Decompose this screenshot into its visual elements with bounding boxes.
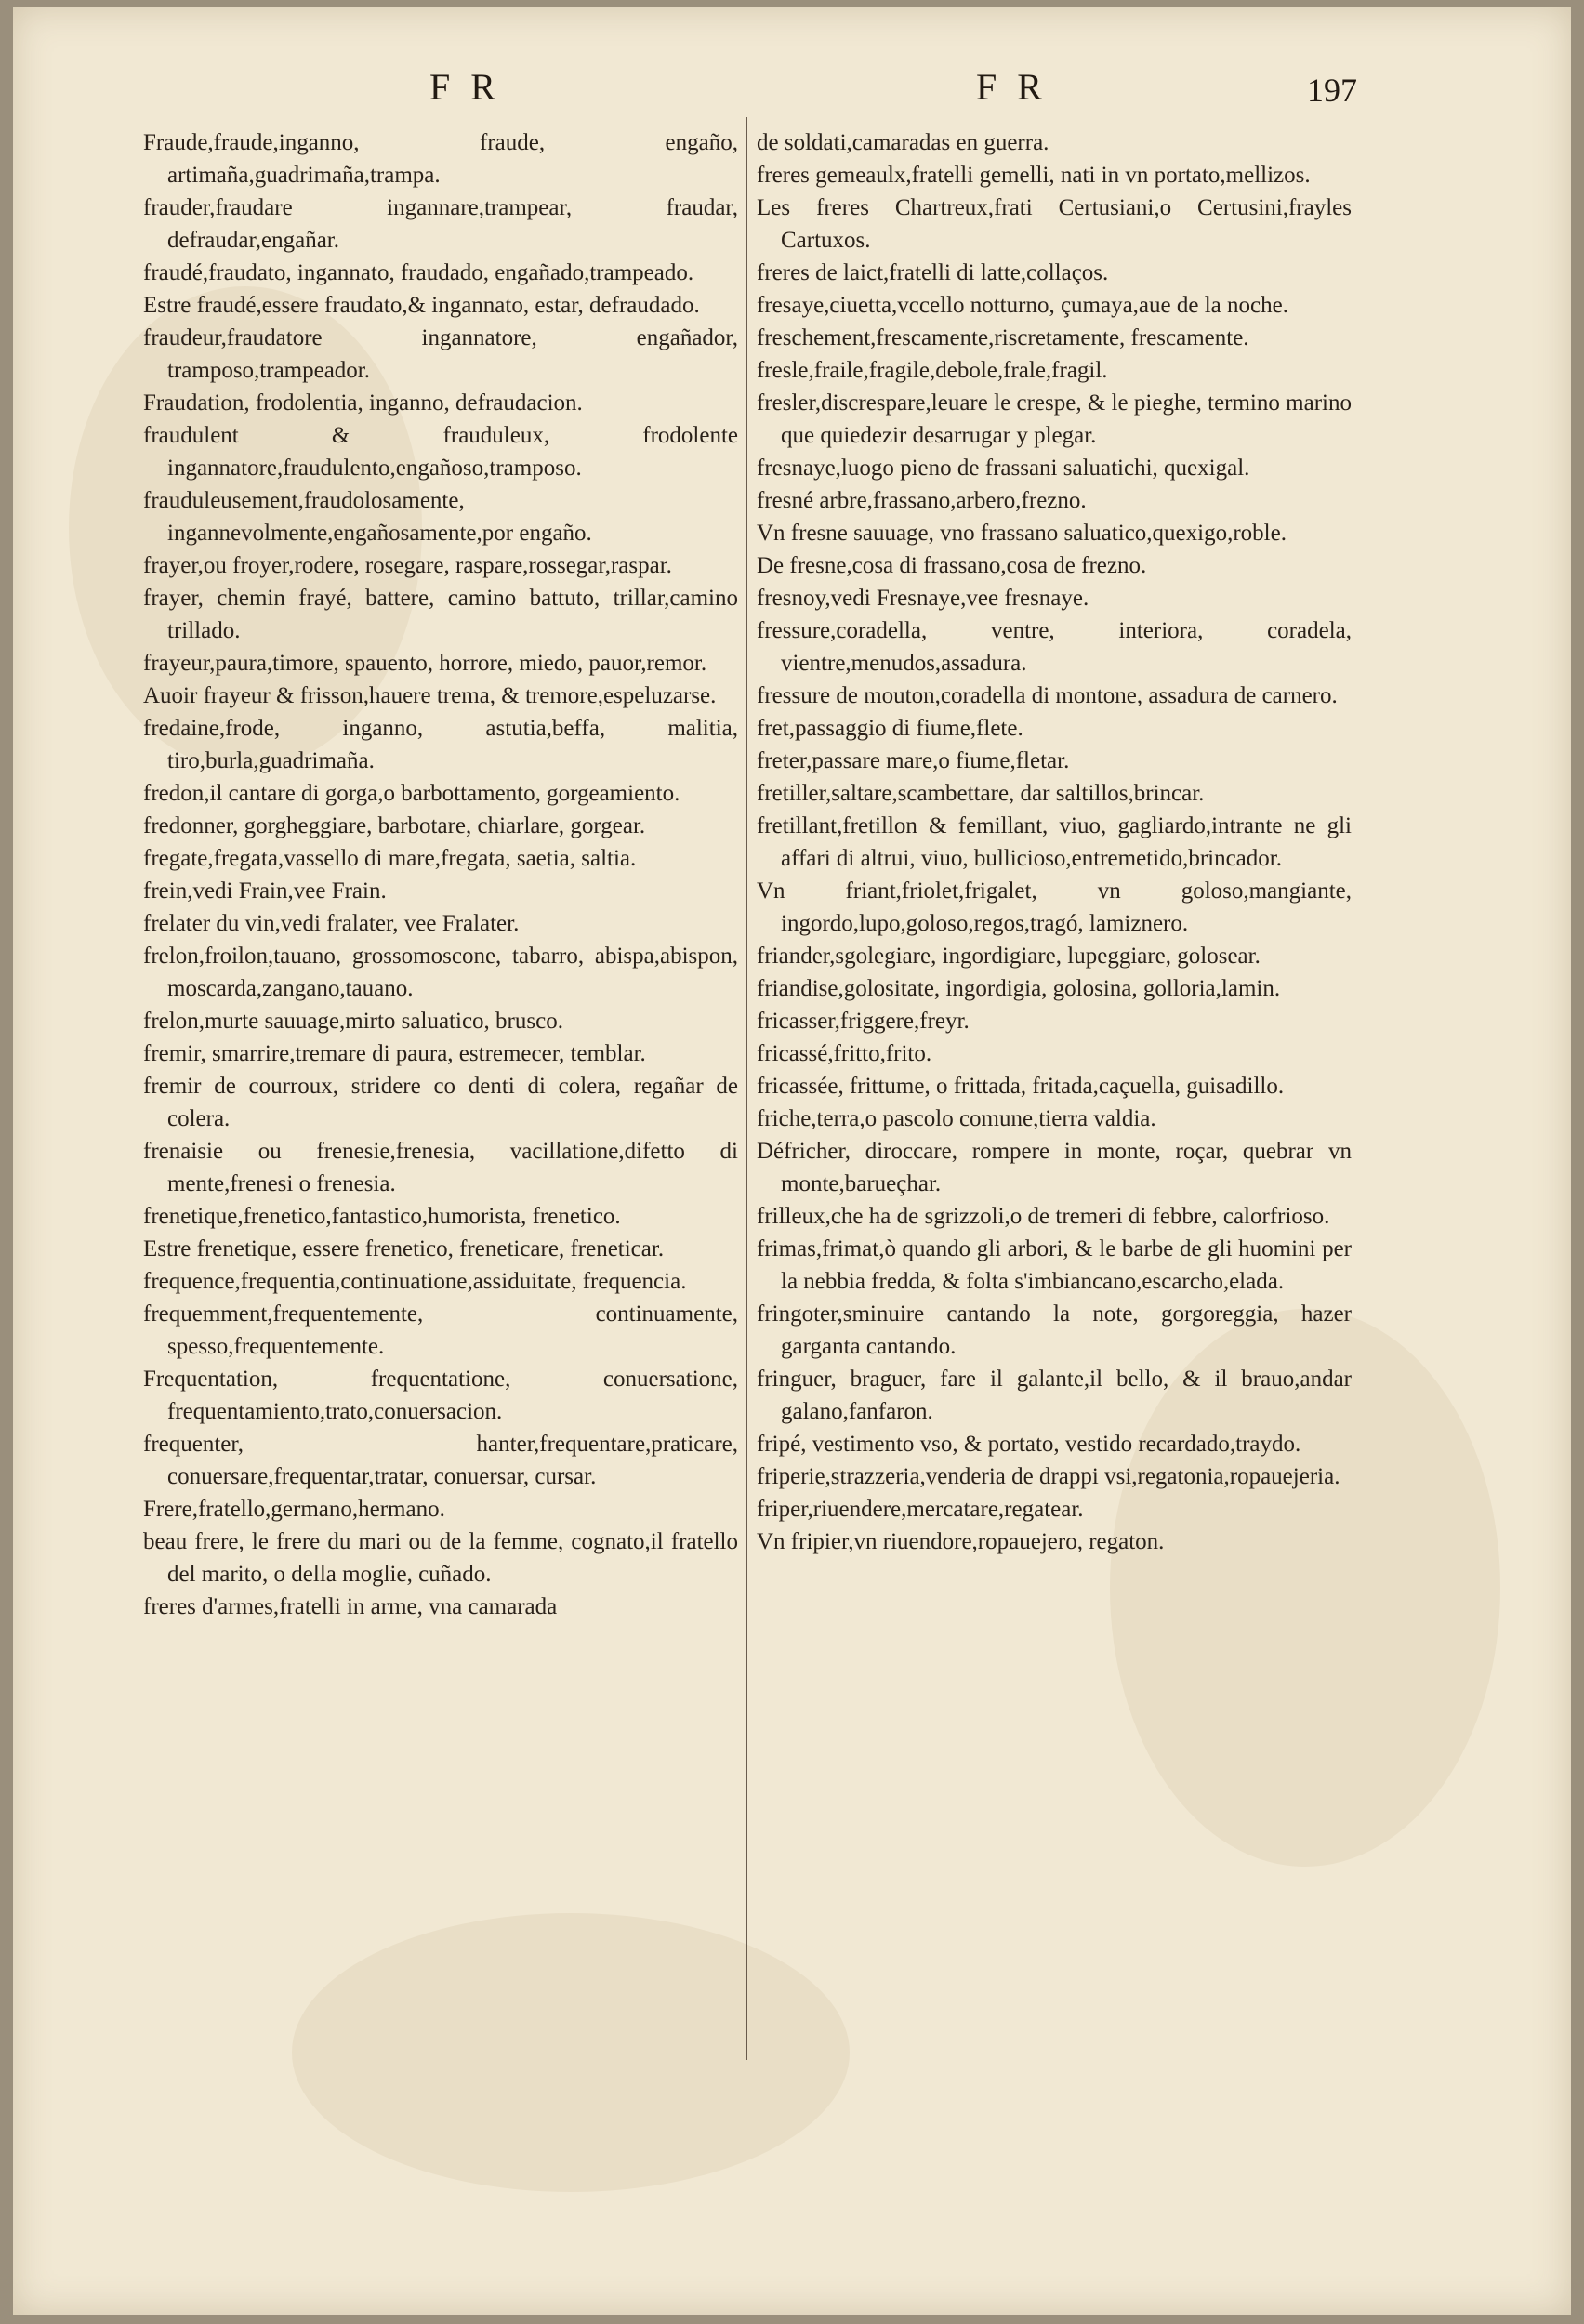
dictionary-entry: frein,vedi Frain,vee Frain.: [143, 878, 387, 904]
dictionary-entry: frenaisie ou frenesie,frenesia, vacillatione,difetto di mente,frenesi o frenesia.: [143, 1139, 738, 1196]
dictionary-entry: fremir de courroux, stridere co denti di colera, regañar de colera.: [143, 1074, 738, 1131]
column-divider: [746, 117, 747, 2060]
dictionary-entry: fraudé,fraudato, ingannato, fraudado, engañado,trampeado.: [143, 260, 694, 285]
dictionary-page: [13, 7, 1571, 2315]
dictionary-entry: Vn fresne sauuage, vno frassano saluatico,quexigo,roble.: [757, 521, 1287, 546]
dictionary-entry: frequemment,frequentemente, continuamente, spesso,frequentemente.: [143, 1301, 738, 1359]
dictionary-entry: fringoter,sminuire cantando la note, gorgoreggia, hazer garganta cantando.: [757, 1301, 1352, 1359]
dictionary-entry: fretiller,saltare,scambettare, dar saltillos,brincar.: [757, 781, 1205, 806]
dictionary-entry: Les freres Chartreux,frati Certusiani,o Certusini,frayles Cartuxos.: [757, 195, 1352, 253]
left-guide-word: F R: [429, 66, 501, 108]
dictionary-entry: fripé, vestimento vso, & portato, vestido recardado,traydo.: [757, 1432, 1301, 1457]
dictionary-entry: fremir, smarrire,tremare di paura, estremecer, temblar.: [143, 1041, 646, 1066]
dictionary-entry: fringuer, braguer, fare il galante,il bello, & il brauo,andar galano,fanfaron.: [757, 1367, 1352, 1424]
dictionary-entry: friper,riuendere,mercatare,regatear.: [757, 1497, 1084, 1522]
left-column: [143, 126, 738, 1623]
dictionary-entry: fressure de mouton,coradella di montone, assadura de carnero.: [757, 683, 1338, 708]
dictionary-entry: freres gemeaulx,fratelli gemelli, nati in vn portato,mellizos.: [757, 163, 1311, 188]
dictionary-entry: friperie,strazzeria,venderia de drappi vsi,regatonia,ropauejeria.: [757, 1464, 1340, 1489]
dictionary-entry: frequenter, hanter,frequentare,praticare, conuersare,frequentar,tratar, conuersar, cursar.: [143, 1432, 738, 1489]
dictionary-entry: fresnaye,luogo pieno de frassani saluatichi, quexigal.: [757, 456, 1250, 481]
dictionary-entry: frelater du vin,vedi fralater, vee Fralater.: [143, 911, 520, 936]
dictionary-entry: fraudeur,fraudatore ingannatore, engañador, tramposo,trampeador.: [143, 325, 738, 383]
dictionary-entry: frenetique,frenetico,fantastico,humorista, frenetico.: [143, 1204, 621, 1229]
dictionary-entry: fresné arbre,frassano,arbero,frezno.: [757, 488, 1087, 513]
dictionary-entry: fresaye,ciuetta,vccello notturno, çumaya,aue de la noche.: [757, 293, 1288, 318]
dictionary-entry: frayer, chemin frayé, battere, camino battuto, trillar,camino trillado.: [143, 586, 738, 643]
dictionary-entry: frauder,fraudare ingannare,trampear, fraudar, defraudar,engañar.: [143, 195, 738, 253]
paper-stain: [292, 1913, 850, 2192]
dictionary-entry: fresle,fraile,fragile,debole,frale,fragil.: [757, 358, 1108, 383]
dictionary-entry: fretillant,fretillon & femillant, viuo, gagliardo,intrante ne gli affari di altrui, viuo, bullicioso,entremetido,brincador.: [757, 813, 1352, 871]
dictionary-entry: Frere,fratello,germano,hermano.: [143, 1497, 445, 1522]
dictionary-entry: fricassé,fritto,frito.: [757, 1041, 932, 1066]
dictionary-entry: fraudulent & frauduleux, frodolente ingannatore,fraudulento,engañoso,tramposo.: [143, 423, 738, 481]
dictionary-entry: freres de laict,fratelli di latte,collaços.: [757, 260, 1109, 285]
dictionary-entry: frayer,ou froyer,rodere, rosegare, raspare,rossegar,raspar.: [143, 553, 672, 578]
dictionary-entry: Estre frenetique, essere frenetico, freneticare, freneticar.: [143, 1236, 665, 1261]
dictionary-entry: frelon,froilon,tauano, grossomoscone, tabarro, abispa,abispon, moscarda,zangano,tauano.: [143, 944, 738, 1001]
dictionary-entry: fredaine,frode, inganno, astutia,beffa, malitia, tiro,burla,guadrimaña.: [143, 716, 738, 773]
dictionary-entry: Vn fripier,vn riuendore,ropauejero, regaton.: [757, 1529, 1165, 1554]
dictionary-entry: fredonner, gorgheggiare, barbotare, chiarlare, gorgear.: [143, 813, 646, 838]
dictionary-entry: frequence,frequentia,continuatione,assiduitate, frequencia.: [143, 1269, 687, 1294]
dictionary-entry: de soldati,camaradas en guerra.: [757, 130, 1049, 155]
page-number: 197: [1307, 72, 1357, 109]
dictionary-entry: freter,passare mare,o fiume,fletar.: [757, 748, 1070, 773]
dictionary-entry: frelon,murte sauuage,mirto saluatico, brusco.: [143, 1009, 563, 1034]
dictionary-entry: fret,passaggio di fiume,flete.: [757, 716, 1023, 741]
dictionary-entry: friandise,golositate, ingordigia, golosina, golloria,lamin.: [757, 976, 1281, 1001]
dictionary-entry: fricasser,friggere,freyr.: [757, 1009, 970, 1034]
dictionary-entry: freschement,frescamente,riscretamente, frescamente.: [757, 325, 1249, 350]
dictionary-entry: frilleux,che ha de sgrizzoli,o de tremeri di febbre, calorfrioso.: [757, 1204, 1330, 1229]
dictionary-entry: beau frere, le frere du mari ou de la femme, cognato,il fratello del marito, o della moglie, cuñado.: [143, 1529, 738, 1587]
dictionary-entry: frayeur,paura,timore, spauento, horrore, miedo, pauor,remor.: [143, 651, 707, 676]
dictionary-entry: Fraude,fraude,inganno, fraude, engaño, artimaña,guadrimaña,trampa.: [143, 130, 738, 188]
dictionary-entry: fresnoy,vedi Fresnaye,vee fresnaye.: [757, 586, 1089, 611]
dictionary-entry: friche,terra,o pascolo comune,tierra valdia.: [757, 1106, 1156, 1131]
dictionary-entry: freres d'armes,fratelli in arme, vna camarada: [143, 1594, 558, 1619]
dictionary-entry: Fraudation, frodolentia, inganno, defraudacion.: [143, 390, 583, 416]
right-column: [757, 126, 1352, 1558]
dictionary-entry: fredon,il cantare di gorga,o barbottamento, gorgeamiento.: [143, 781, 680, 806]
page-header: [13, 65, 1571, 121]
dictionary-entry: Auoir frayeur & frisson,hauere trema, & tremore,espeluzarse.: [143, 683, 717, 708]
dictionary-entry: Frequentation, frequentatione, conuersatione, frequentamiento,trato,conuersacion.: [143, 1367, 738, 1424]
dictionary-entry: De fresne,cosa di frassano,cosa de frezno.: [757, 553, 1147, 578]
dictionary-entry: Défricher, diroccare, rompere in monte, roçar, quebrar vn monte,barueçhar.: [757, 1139, 1352, 1196]
right-guide-word: F R: [976, 66, 1048, 108]
dictionary-entry: fricassée, frittume, o frittada, fritada,caçuella, guisadillo.: [757, 1074, 1285, 1099]
dictionary-entry: fregate,fregata,vassello di mare,fregata, saetia, saltia.: [143, 846, 637, 871]
dictionary-entry: fresler,discrespare,leuare le crespe, & le pieghe, termino marino que quiedezir desarrugar y plegar.: [757, 390, 1352, 448]
dictionary-entry: frimas,frimat,ò quando gli arbori, & le barbe de gli huomini per la nebbia fredda, & folta s'imbiancano,escarcho,elada.: [757, 1236, 1352, 1294]
dictionary-entry: fressure,coradella, ventre, interiora, coradela, vientre,menudos,assadura.: [757, 618, 1352, 676]
dictionary-entry: frauduleusement,fraudolosamente, ingannevolmente,engañosamente,por engaño.: [143, 488, 592, 546]
dictionary-entry: friander,sgolegiare, ingordigiare, lupeggiare, golosear.: [757, 944, 1261, 969]
dictionary-entry: Estre fraudé,essere fraudato,& ingannato, estar, defraudado.: [143, 293, 700, 318]
dictionary-entry: Vn friant,friolet,frigalet, vn goloso,mangiante, ingordo,lupo,goloso,regos,tragó, lamiznero.: [757, 878, 1352, 936]
